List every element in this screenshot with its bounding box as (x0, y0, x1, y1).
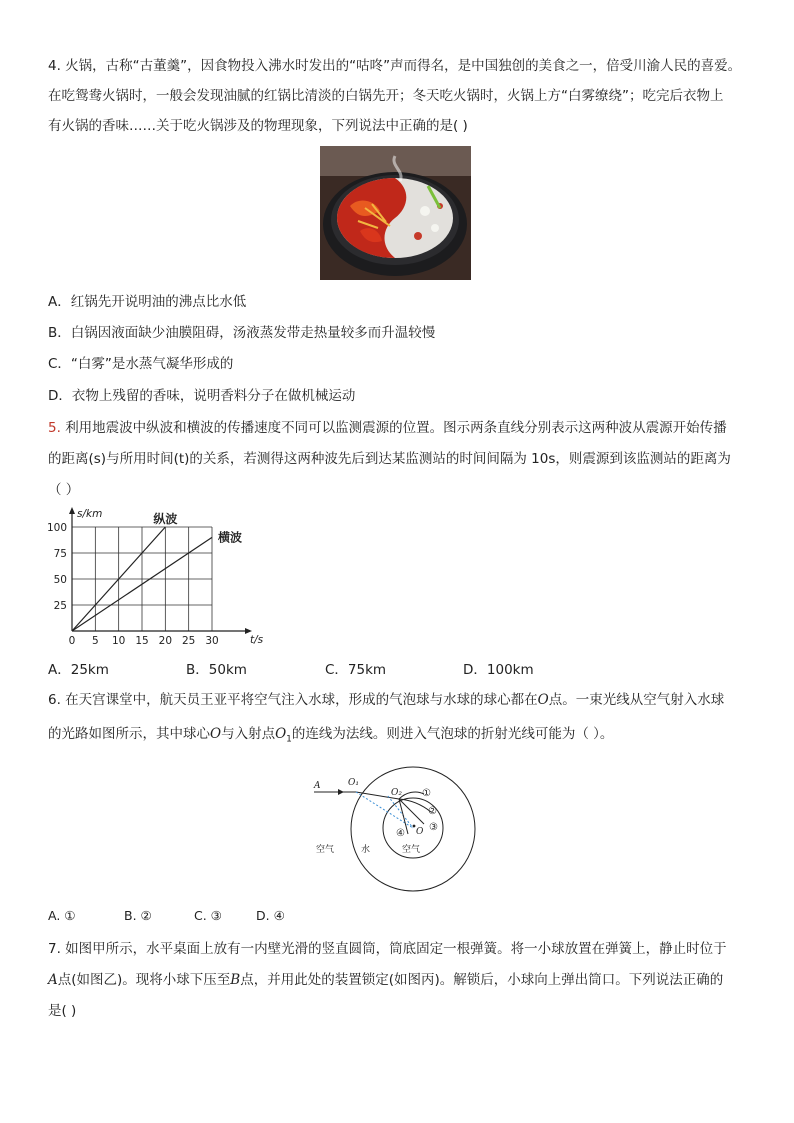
q6-stem-line-1 (48, 690, 724, 710)
q5-option-c: C．75km (325, 662, 387, 678)
q7-stem-line-2 (48, 970, 723, 990)
x-tick-label: 25 (181, 635, 196, 647)
diagram-label-air-inner: 空气 (402, 845, 421, 855)
q7-text-a: A (48, 972, 58, 988)
y-tick-label: 25 (53, 600, 67, 612)
y-tick-label: 75 (53, 548, 67, 560)
y-tick-label: 100 (46, 522, 67, 534)
q5-options (48, 658, 688, 678)
q5-option-a: A．25km (48, 662, 109, 678)
chart-grid (72, 527, 212, 631)
q4-stem-line-2: 在吃鸳鸯火锅时，一般会发现油腻的红锅比清淡的白锅先开；冬天吃火锅时，火锅上方“白雾缭绕”；吃完后衣物上 (48, 88, 724, 104)
ray-label-3: ③ (429, 822, 438, 833)
q5-stem-text-1: 利用地震波中纵波和横波的传播速度不同可以监测震源的位置。图示两条直线分别表示这两种波从震源开始传播 (65, 420, 727, 436)
q6-stem-line-2 (48, 724, 613, 750)
diagram-label-a: A (314, 781, 321, 791)
q6-text-1a: 6. 在天宫课堂中，航天员王亚平将空气注入水球，形成的气泡球与水球的球心都在 (48, 692, 538, 708)
q6-text-2a: 的光路如图所示，其中球心 (48, 726, 210, 742)
q6-text-2b: 的连线为法线。则进入气泡球的折射光线可能为（ ）。 (291, 726, 614, 742)
diagram-label-air-outer: 空气 (316, 845, 335, 855)
q5-stem-line-3: （ ） (48, 482, 80, 498)
x-tick-label: 20 (158, 635, 173, 647)
q6-option-b: B. ② (124, 908, 152, 923)
q7-stem-line-1: 7. 如图甲所示，水平桌面上放有一内壁光滑的竖直圆筒，筒底固定一根弹簧。将一小球放置在弹簧上，静止时位于 (48, 941, 727, 957)
x-tick-label: 30 (205, 635, 219, 647)
q4-option-b: B．白锅因液面缺少油膜阻碍，汤液蒸发带走热量较多而升温较慢 (48, 325, 436, 341)
q5-option-d: D．100km (463, 662, 534, 678)
q7-text-2b: 点，并用此处的装置锁定(如图丙)。解锁后，小球向上弹出筒口。下列说法正确的 (240, 972, 724, 988)
q6-text-2o: O (210, 726, 222, 742)
q5-stem-line-1 (48, 418, 727, 438)
diagram-label-water: 水 (361, 845, 371, 855)
diagram-label-o1: O₁ (348, 778, 359, 788)
q7-text-b: B (230, 972, 241, 988)
q6-text-2mid: 与入射点 (221, 726, 276, 742)
q4-option-c: C．“白雾”是水蒸气凝华形成的 (48, 356, 234, 372)
ray-label-1: ① (422, 788, 431, 799)
q6-options (48, 908, 448, 928)
diagram-label-o: O (416, 827, 424, 837)
ray-label-4: ④ (396, 828, 405, 839)
q6-option-d: D. ④ (256, 908, 285, 923)
y-tick-label: 50 (53, 574, 67, 586)
y-axis-arrow (69, 507, 75, 514)
q6-text-2o1: O (275, 726, 287, 742)
series-label-1: 横波 (218, 530, 243, 545)
q6-option-a: A. ① (48, 908, 76, 923)
x-tick-label: 15 (135, 635, 149, 647)
q7-stem-line-3: 是( ) (48, 1003, 77, 1019)
ray-label-2: ② (428, 806, 437, 817)
q4-option-d: D．衣物上残留的香味，说明香料分子在做机械运动 (48, 388, 356, 404)
q7-text-2a: 点(如图乙)。现将小球下压至 (57, 972, 231, 988)
x-tick-label: 10 (111, 635, 126, 647)
q4-stem-line-3: 有火锅的香味……关于吃火锅涉及的物理现象，下列说法中正确的是( ) (48, 118, 468, 134)
wave-distance-time-chart (40, 505, 270, 655)
x-tick-label: 5 (91, 635, 99, 647)
q6-text-2sub: 1 (286, 734, 292, 745)
q6-text-1b: 点。一束光线从空气射入水球 (548, 692, 725, 708)
q6-option-c: C. ③ (194, 908, 222, 923)
hotpot-photo (320, 146, 471, 280)
q5-number: 5. (48, 420, 61, 436)
q4-stem-line-1: 4. 火锅，古称“古董羹”，因食物投入沸水时发出的“咕咚”声而得名，是中国独创的美食之一，倍受川渝人民的喜爱。 (48, 58, 742, 74)
y-axis-label: s/km (77, 508, 103, 520)
q5-option-b: B．50km (186, 662, 247, 678)
series-label-0: 纵波 (153, 512, 178, 526)
x-axis-label: t/s (250, 634, 264, 646)
x-tick-label: 0 (68, 635, 76, 647)
light-path-diagram (306, 762, 476, 894)
q5-stem-line-2: 的距离(s)与所用时间(t)的关系，若测得这两种波先后到达某监测站的时间间隔为 10s，则震源到该监测站的距离为 (48, 451, 731, 467)
q6-text-1o: O (537, 692, 549, 708)
q4-option-a: A．红锅先开说明油的沸点比水低 (48, 294, 247, 310)
diagram-label-o2: O₂ (391, 788, 402, 798)
